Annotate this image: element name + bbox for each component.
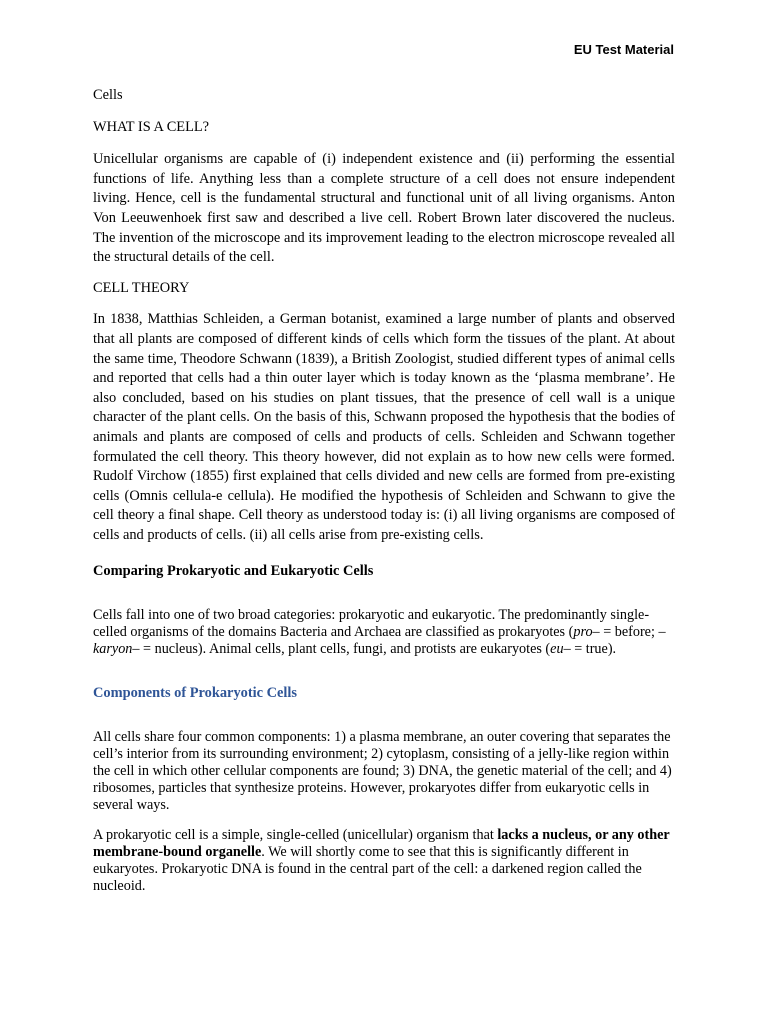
comparing-text-b: = before; — [599, 624, 659, 641]
prokaryotic-text-b: . We will shortly come to see that this is significantly different in eukaryotes. Prokaryotic DNA is found in the central part of the cell: a darkened region called the nucleoid. — [93, 843, 642, 894]
comparing-text-a: Cells fall into one of two broad categories: prokaryotic and eukaryotic. The predominantly single-celled organisms of the domains Bacteria and Archaea are classified as prokaryotes ( — [93, 607, 650, 641]
document-title: Cells — [93, 87, 123, 103]
heading-cell-theory: CELL THEORY — [93, 279, 190, 296]
prokaryotic-text-a: A prokaryotic cell is a simple, single-celled (unicellular) organism that — [93, 826, 498, 843]
heading-prokaryotic-components: Components of Prokaryotic Cells — [93, 685, 297, 702]
paragraph-what-is-a-cell: Unicellular organisms are capable of (i) independent existence and (ii) performing the essential functions of life. Anything less than a complete structure of a cell does not ensure independent living. Hence, cell is the fundamental structural and functional unit of all living organisms. Anton Von Leeuwenhoek first saw and described a live cell. Robert Brown later discovered the nucleus. The invention of the microscope and its improvement leading to the electron microscope revealed all the structural details of the cell. — [93, 151, 675, 266]
term-pro: pro– — [573, 624, 600, 641]
paragraph-prokaryotic-components: All cells share four common components: 1) a plasma membrane, an outer covering that separates the cell’s interior from its surrounding environment; 2) cytoplasm, consisting of a jelly-like region within the cell in which other cellular components are found; 3) DNA, the genetic material of the cell; and 4) ribosomes, particles that synthesize proteins. However, prokaryotes differ from eukaryotic cells in several ways. — [93, 728, 672, 813]
comparing-text-d: = true). — [570, 641, 617, 658]
paragraph-comparing-cells — [93, 607, 675, 658]
prokaryotic-bold-text: lacks a nucleus, or any other membrane-bound organelle — [93, 826, 670, 860]
term-karyon: –karyon– — [93, 624, 666, 658]
header-label: EU Test Material — [573, 42, 674, 57]
document-body — [93, 86, 675, 895]
paragraph-cell-theory: In 1838, Matthias Schleiden, a German botanist, examined a large number of plants and observed that all plants are composed of different kinds of cells which form the tissues of the plant. At about the same time, Theodore Schwann (1839), a British Zoologist, studied different types of animal cells and reported that cells had a thin outer layer which is today known as the ‘plasma membrane’. He also concluded, based on his studies on plant tissues, that the presence of cell wall is a unique character of the plant cells. On the basis of this, Schwann proposed the hypothesis that the bodies of animals and plants are composed of cells and products of cells. Schleiden and Schwann together formulated the cell theory. This theory however, did not explain as to how new cells were formed. Rudolf Virchow (1855) first explained that cells divided and new cells are formed from pre-existing cells (Omnis cellula-e cellula). He modified the hypothesis of Schleiden and Schwann to give the cell theory a final shape. Cell theory as understood today is: (i) all living organisms are composed of cells and products of cells. (ii) all cells arise from pre-existing cells. — [93, 311, 675, 543]
paragraph-prokaryotic-cell — [93, 827, 675, 895]
heading-comparing-cells: Comparing Prokaryotic and Eukaryotic Cells — [93, 563, 374, 580]
comparing-text-c: = nucleus). Animal cells, plant cells, fungi, and protists are eukaryotes ( — [139, 641, 551, 658]
term-eu: eu– — [550, 641, 571, 658]
heading-what-is-a-cell: WHAT IS A CELL? — [93, 118, 210, 135]
